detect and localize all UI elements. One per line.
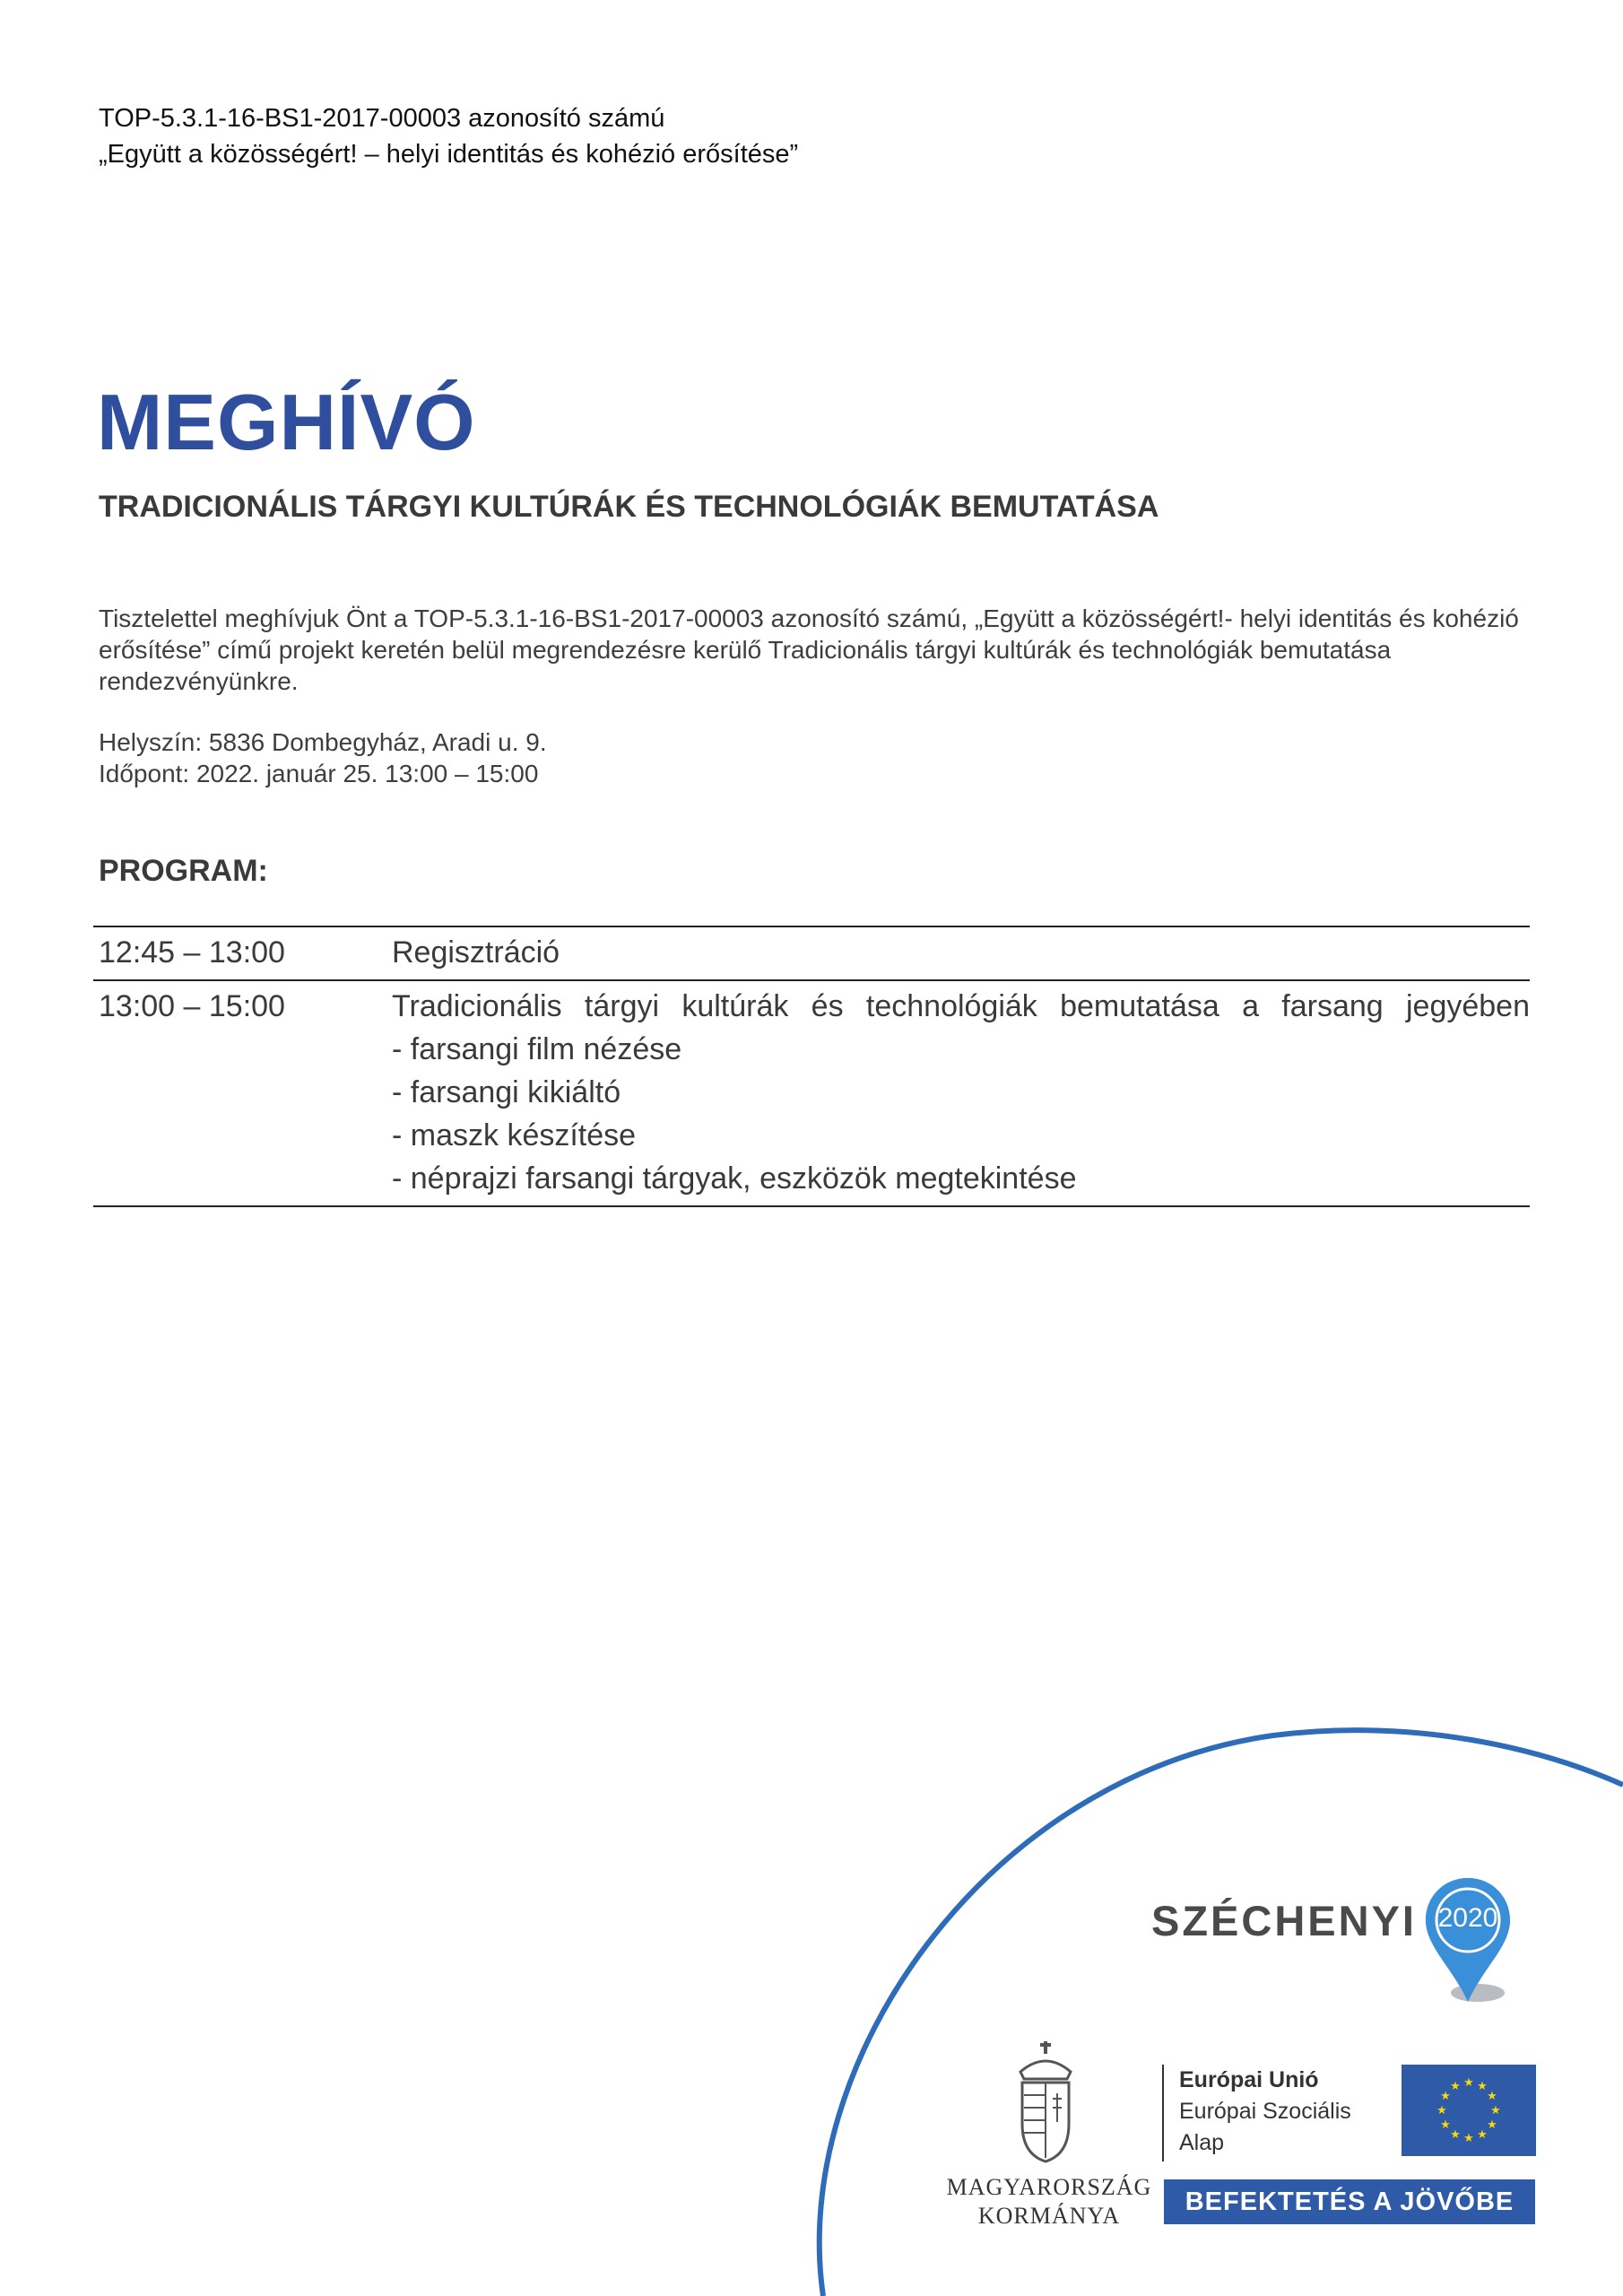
szechenyi-year: 2020 [1437,1903,1498,1933]
government-name-line2: KORMÁNYA [977,2203,1121,2229]
svg-text:★: ★ [1450,2080,1461,2093]
time-line: Időpont: 2022. január 25. 13:00 – 15:00 [99,760,539,787]
svg-text:★: ★ [1440,2118,1451,2132]
svg-text:★: ★ [1487,2090,1497,2103]
svg-text:★: ★ [1463,2076,1474,2090]
svg-text:★: ★ [1490,2104,1501,2118]
eu-divider [1162,2065,1164,2161]
page-subtitle: TRADICIONÁLIS TÁRGYI KULTÚRÁK ÉS TECHNOLÓGIÁK BEMUTATÁSA [99,490,1159,524]
program-time: 12:45 – 13:00 [99,935,285,970]
szechenyi-wordmark: SZÉCHENYI [1151,1897,1417,1944]
svg-text:★: ★ [1450,2128,1461,2142]
government-name-line1: MAGYARORSZÁG [946,2174,1152,2200]
location-line: Helyszín: 5836 Dombegyház, Aradi u. 9. [99,728,547,756]
svg-text:★: ★ [1440,2090,1451,2103]
intro-paragraph: Tisztelettel meghívjuk Önt a TOP-5.3.1-16-BS1-2017-00003 azonosító számú, „Együtt a közösségért!- helyi identitás és kohézió erősítése” című projekt keretén belül megrendezésre kerülő Tradicionális tárgyi kultúrák és technológiák bemutatása rendezvényünkre. [99,604,1519,695]
svg-text:★: ★ [1477,2080,1488,2093]
svg-text:★: ★ [1477,2128,1488,2142]
program-item: Regisztráció [392,935,560,970]
szechenyi-pin-icon [1422,1874,1514,2009]
eu-line-1: Európai Unió [1179,2067,1319,2092]
program-heading: PROGRAM: [99,854,268,888]
eu-flag-icon [1402,2065,1536,2156]
program-item: Tradicionális tárgyi kultúrák és technológiák bemutatása a farsang jegyében [392,989,1530,1023]
page-title: MEGHÍVÓ [97,378,476,466]
project-title-line: „Együtt a közösségért! – helyi identitás és kohézió erősítése” [99,140,799,169]
program-item: - maszk készítése [392,1118,637,1152]
eu-line-2: Európai Szociális [1179,2099,1351,2124]
svg-text:★: ★ [1463,2132,1474,2145]
coat-of-arms-icon [1013,2041,1078,2163]
program-item: - farsangi film nézése [392,1032,682,1066]
investment-banner: BEFEKTETÉS A JÖVŐBE [1164,2179,1535,2224]
svg-text:★: ★ [1436,2104,1447,2118]
eu-line-3: Alap [1179,2130,1225,2155]
program-item: - néprajzi farsangi tárgyak, eszközök megtekintése [392,1161,1077,1196]
project-id-line: TOP-5.3.1-16-BS1-2017-00003 azonosító számú [99,104,665,133]
program-time: 13:00 – 15:00 [99,989,285,1023]
svg-text:★: ★ [1487,2118,1497,2132]
program-item: - farsangi kikiáltó [392,1075,621,1109]
